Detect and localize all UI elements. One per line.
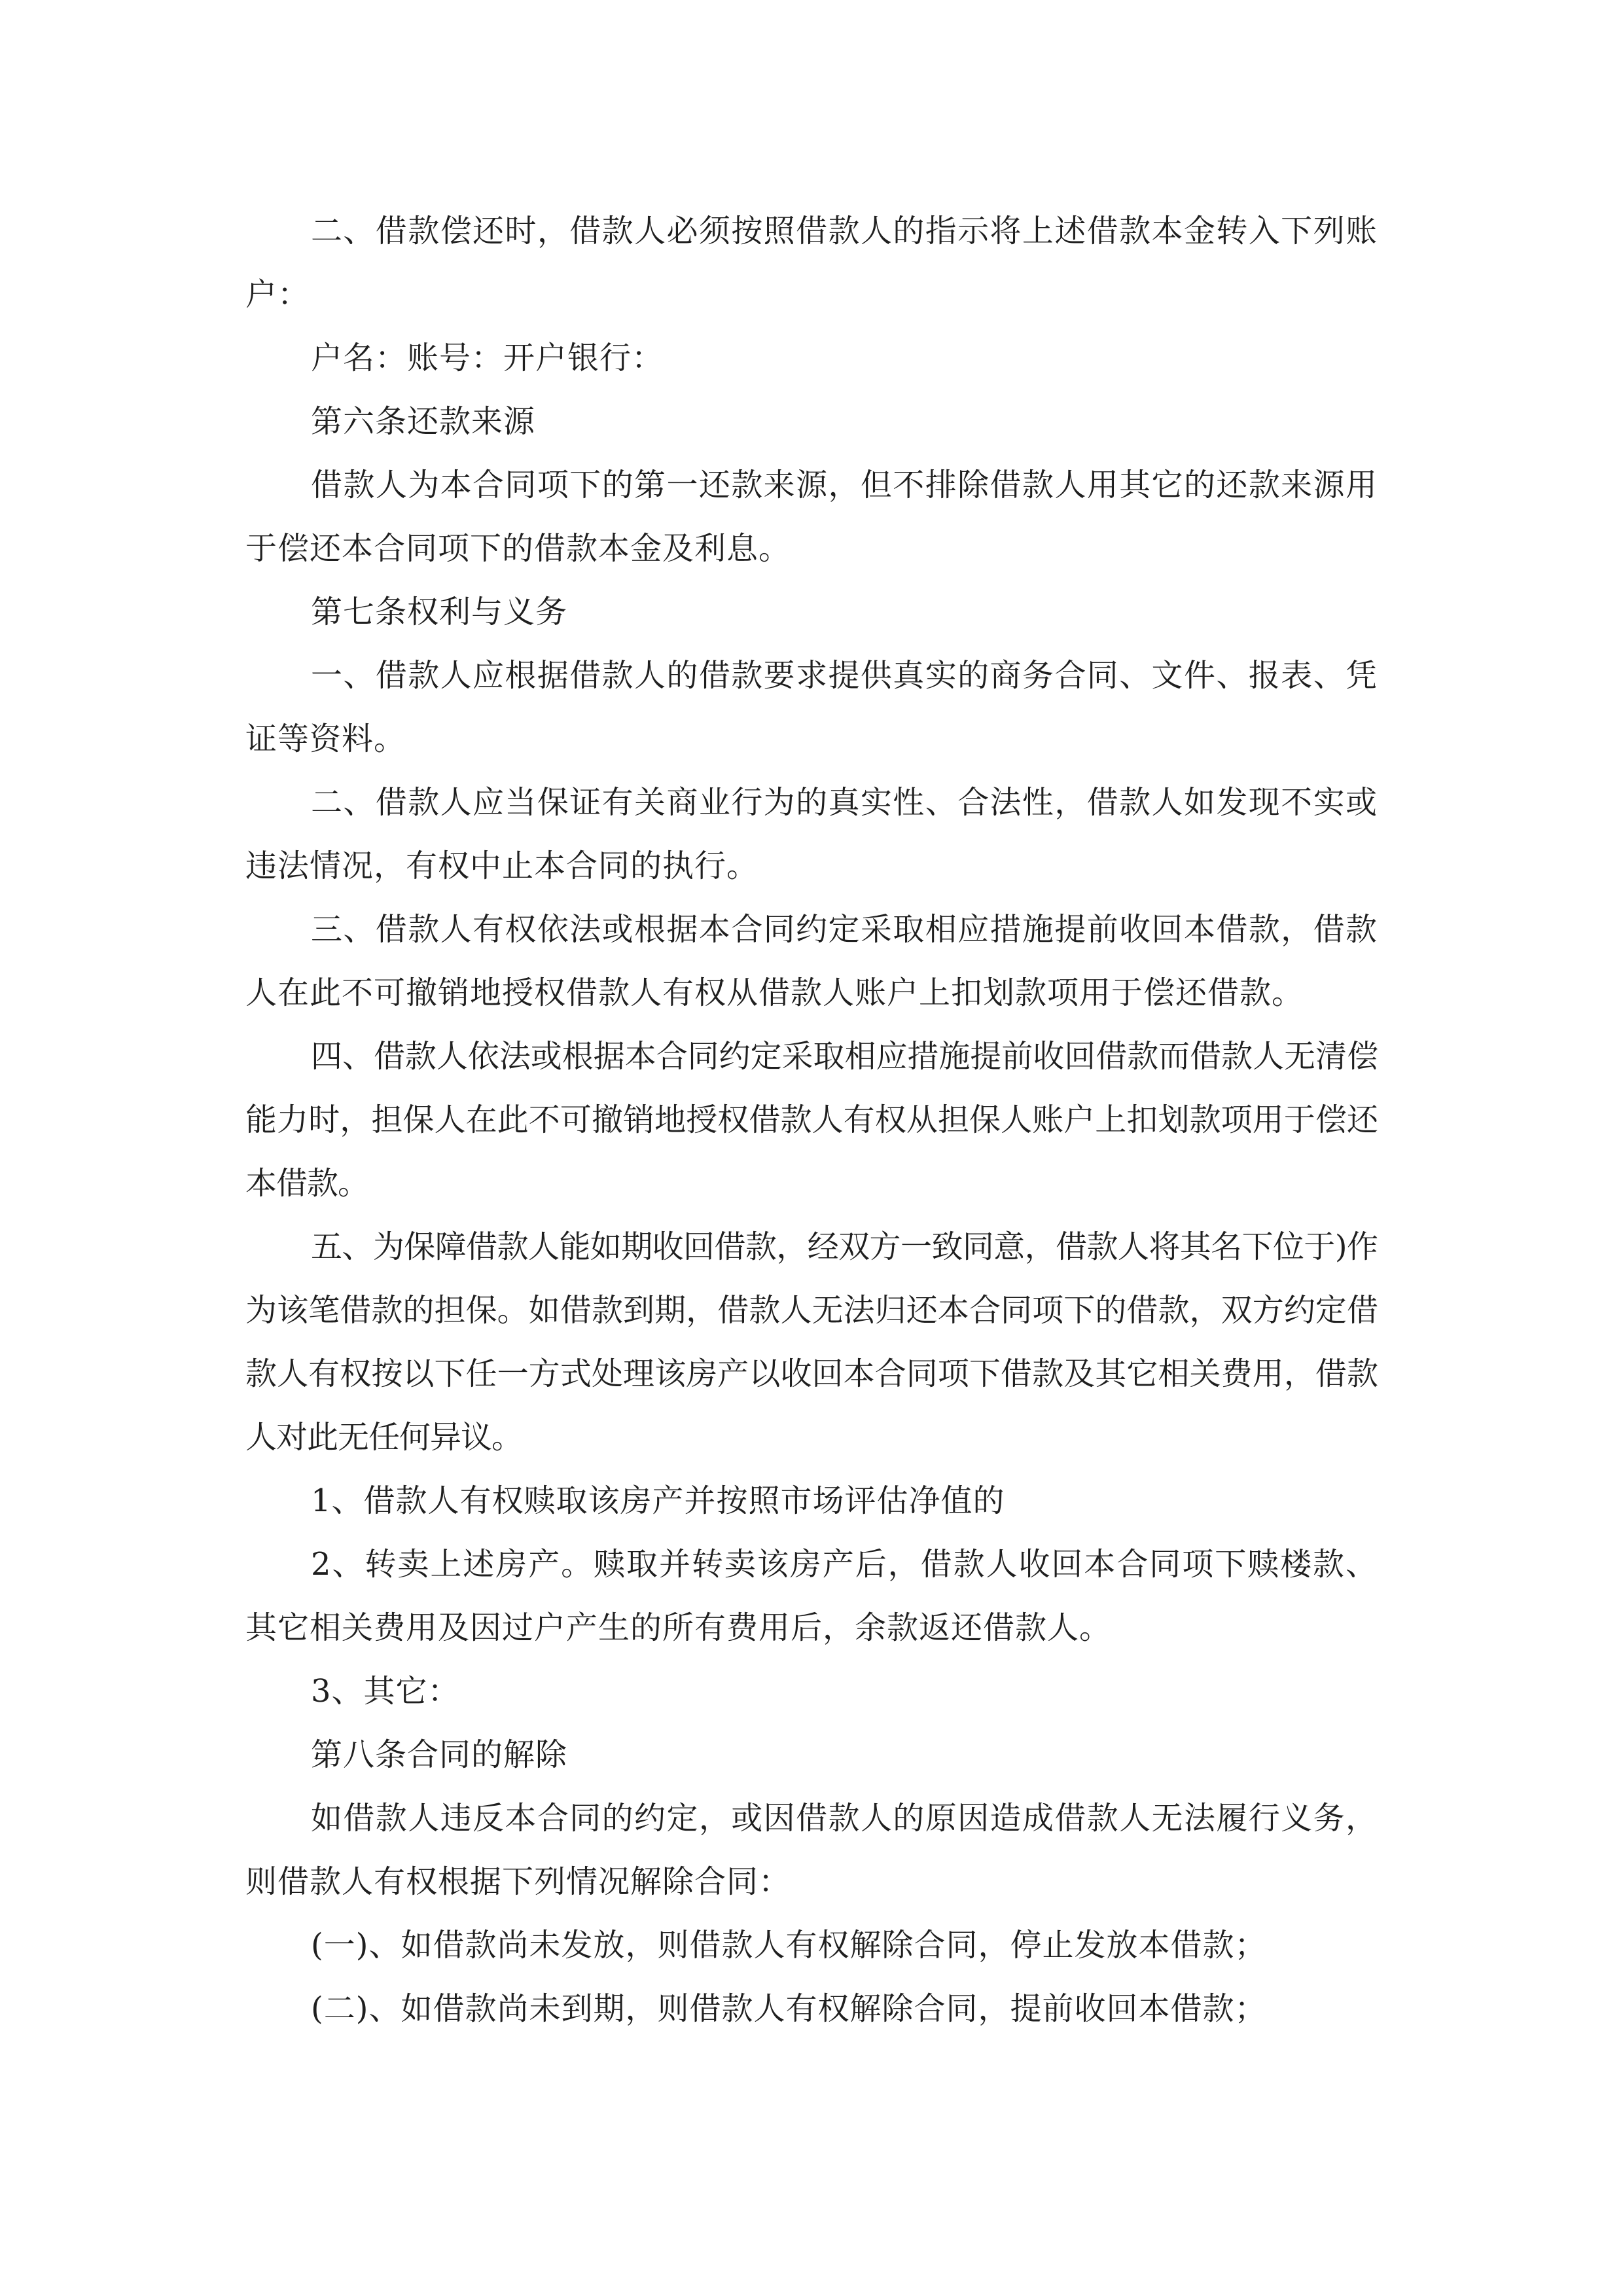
paragraph-account-info: 户名：账号：开户银行： [311,340,664,376]
paragraph-option-2: 2、转卖上述房产。赎取并转卖该房产后，借款人收回本合同项下赎楼款、其它相关费用及因过户产生的所有费用后，余款返还借款人。 [245,1546,1378,1646]
document-body [245,200,1378,2041]
paragraph-rights-3: 三、借款人有权依法或根据本合同约定采取相应措施提前收回本借款，借款人在此不可撤销地授权借款人有权从借款人账户上扣划款项用于偿还借款。 [245,911,1378,1011]
paragraph-rights-4: 四、借款人依法或根据本合同约定采取相应措施提前收回借款而借款人无清偿能力时，担保人在此不可撤销地授权借款人有权从担保人账户上扣划款项用于偿还本借款。 [245,1038,1378,1202]
paragraph-rights-5: 五、为保障借款人能如期收回借款，经双方一致同意，借款人将其名下位于)作为该笔借款的担保。如借款到期，借款人无法归还本合同项下的借款，双方约定借款人有权按以下任一方式处理该房产以收回本合同项下借款及其它相关费用，借款人对此无任何异议。 [245,1229,1378,1456]
paragraph-option-1: 1、借款人有权赎取该房产并按照市场评估净值的 [311,1482,1005,1519]
article-8-heading: 第八条合同的解除 [311,1736,568,1773]
paragraph-termination-1: (一)、如借款尚未发放，则借款人有权解除合同，停止发放本借款； [311,1927,1267,1964]
article-6-heading: 第六条还款来源 [311,403,536,440]
paragraph-termination-2: (二)、如借款尚未到期，则借款人有权解除合同，提前收回本借款； [311,1990,1267,2027]
paragraph-repayment-account: 二、借款偿还时，借款人必须按照借款人的指示将上述借款本金转入下列账户： [245,213,1378,313]
paragraph-option-3: 3、其它： [311,1673,460,1710]
paragraph-rights-1: 一、借款人应根据借款人的借款要求提供真实的商务合同、文件、报表、凭证等资料。 [245,657,1378,757]
paragraph-rights-2: 二、借款人应当保证有关商业行为的真实性、合法性，借款人如发现不实或违法情况，有权中止本合同的执行。 [245,784,1378,884]
article-7-heading: 第七条权利与义务 [311,594,568,630]
paragraph-termination-intro: 如借款人违反本合同的约定，或因借款人的原因造成借款人无法履行义务，则借款人有权根据下列情况解除合同： [245,1800,1378,1900]
paragraph-repayment-source: 借款人为本合同项下的第一还款来源，但不排除借款人用其它的还款来源用于偿还本合同项下的借款本金及利息。 [245,467,1378,567]
